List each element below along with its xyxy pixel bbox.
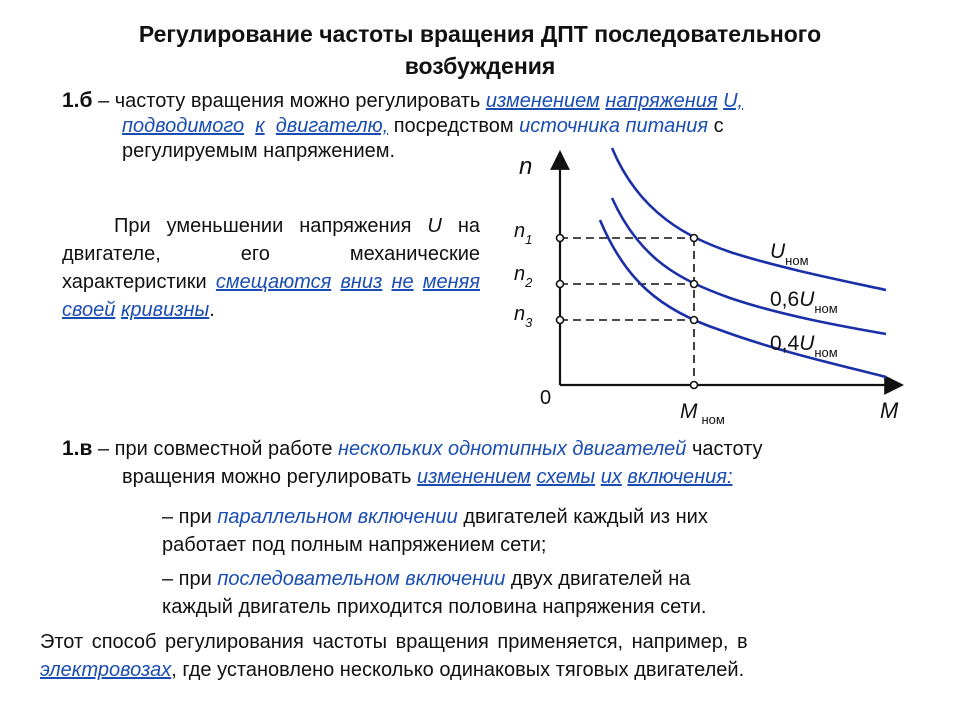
link-krivizny: кривизны (120, 299, 210, 321)
link-skhemy: схемы (536, 466, 596, 488)
link-smeshchayutsya: смещаются (215, 271, 332, 293)
link-ikh: их (600, 466, 622, 488)
bullet-parallel-line-2: работает под полным напряжением сети; (162, 534, 547, 556)
title-line-1: Регулирование частоты вращения ДПТ последовательного (138, 21, 822, 47)
bullet-serial (162, 567, 882, 620)
origin-label: 0 (540, 387, 552, 409)
section-c-line-1 (62, 436, 922, 462)
final-paragraph (40, 630, 910, 683)
link-podvodimogo: подводимого (122, 115, 245, 137)
section-b-line-3: регулируемым напряжением. (122, 140, 396, 162)
final-text-2: , где установлено несколько одинаковых тяговых двигателей. (171, 659, 745, 681)
curve-0-4-u-nom (600, 220, 886, 377)
link-svoei: своей (62, 299, 116, 321)
link-ne: не (391, 271, 414, 293)
link-izmeneniem: изменением (485, 90, 600, 112)
final-line-2 (40, 658, 910, 683)
link-vniz: вниз (340, 271, 383, 293)
section-b-line-1 (62, 88, 902, 114)
link-izmeneniem-2: изменением (417, 466, 531, 488)
bullet-parallel (162, 505, 862, 558)
bullet-parallel-line-1 (162, 505, 862, 530)
section-b-paragraph (62, 88, 902, 164)
bullet-parallel-text-2: двигателей каждый из них (457, 506, 708, 528)
bullet-serial-line-2: каждый двигатель приходится половина напряжения сети. (162, 596, 707, 618)
final-line-1: Этот способ регулирования частоты вращения применяется, например, в (40, 631, 748, 653)
section-c-text-2: частоту (686, 438, 763, 460)
section-c-paragraph (62, 436, 922, 490)
intersection-markers (557, 235, 698, 389)
section-b-line-2 (62, 114, 902, 139)
x-axis-label: M (880, 398, 899, 423)
curve-label-u-nom: $U_{ном}$ (770, 240, 809, 268)
y-axis-label: n (519, 153, 533, 180)
link-dvigatelyu: двигателю, (275, 115, 389, 137)
curve-label-0-6-u-nom: $0,6U_{ном}$ (770, 288, 838, 316)
highlight-istochnik-pitaniya: источника питания (519, 115, 709, 137)
n2-label: $n_2$ (514, 263, 533, 290)
bullet-serial-text-1: – при (162, 568, 218, 590)
bullet-serial-line-1 (162, 567, 882, 592)
title-line-2: возбуждения (404, 53, 556, 79)
side-text-3: . (209, 299, 215, 321)
link-napryazheniya: напряжения (605, 90, 718, 112)
bullet-serial-text-2: двух двигателей на (505, 568, 691, 590)
section-b-tag: 1.б (62, 89, 93, 112)
link-u: U, (723, 90, 744, 112)
section-c-text-3: вращения можно регулировать (122, 466, 417, 488)
curve-u-nom (612, 148, 886, 290)
curve-label-0-4-u-nom: $0,4U_{ном}$ (770, 332, 838, 360)
n3-label: $n_3$ (514, 303, 533, 330)
dashed-guides (560, 238, 694, 385)
link-k: к (255, 115, 265, 137)
side-paragraph (62, 212, 480, 324)
curve-0-6-u-nom (612, 198, 886, 334)
section-b-text-1: – частоту вращения можно регулировать (98, 90, 486, 112)
side-u: U (427, 215, 442, 237)
slide-title (60, 18, 900, 82)
highlight-posledovatelnoe: последовательном включении (217, 568, 506, 590)
section-c-text-1: – при совместной работе (92, 438, 339, 460)
side-text-1: При уменьшении напряжения (114, 215, 428, 237)
link-menyaya: меняя (422, 271, 481, 293)
m-nom-label: M $_{ном}$ (680, 400, 725, 427)
highlight-neskolkih-dvigatelei: нескольких однотипных двигателей (338, 438, 687, 460)
section-c-line-2 (62, 465, 922, 490)
link-elektrovozakh: электровозах (40, 659, 172, 681)
section-b-text-2: посредством (388, 115, 520, 137)
section-c-tag: 1.в (62, 437, 93, 460)
highlight-parallelnoe: параллельном включении (217, 506, 458, 528)
bullet-parallel-text-1: – при (162, 506, 218, 528)
side-text-2: на двигателе, его механические характеристики (62, 215, 480, 293)
section-b-text-3: с (708, 115, 724, 137)
link-vklyucheniya: включения: (627, 466, 733, 488)
n1-label: $n_1$ (514, 220, 533, 247)
